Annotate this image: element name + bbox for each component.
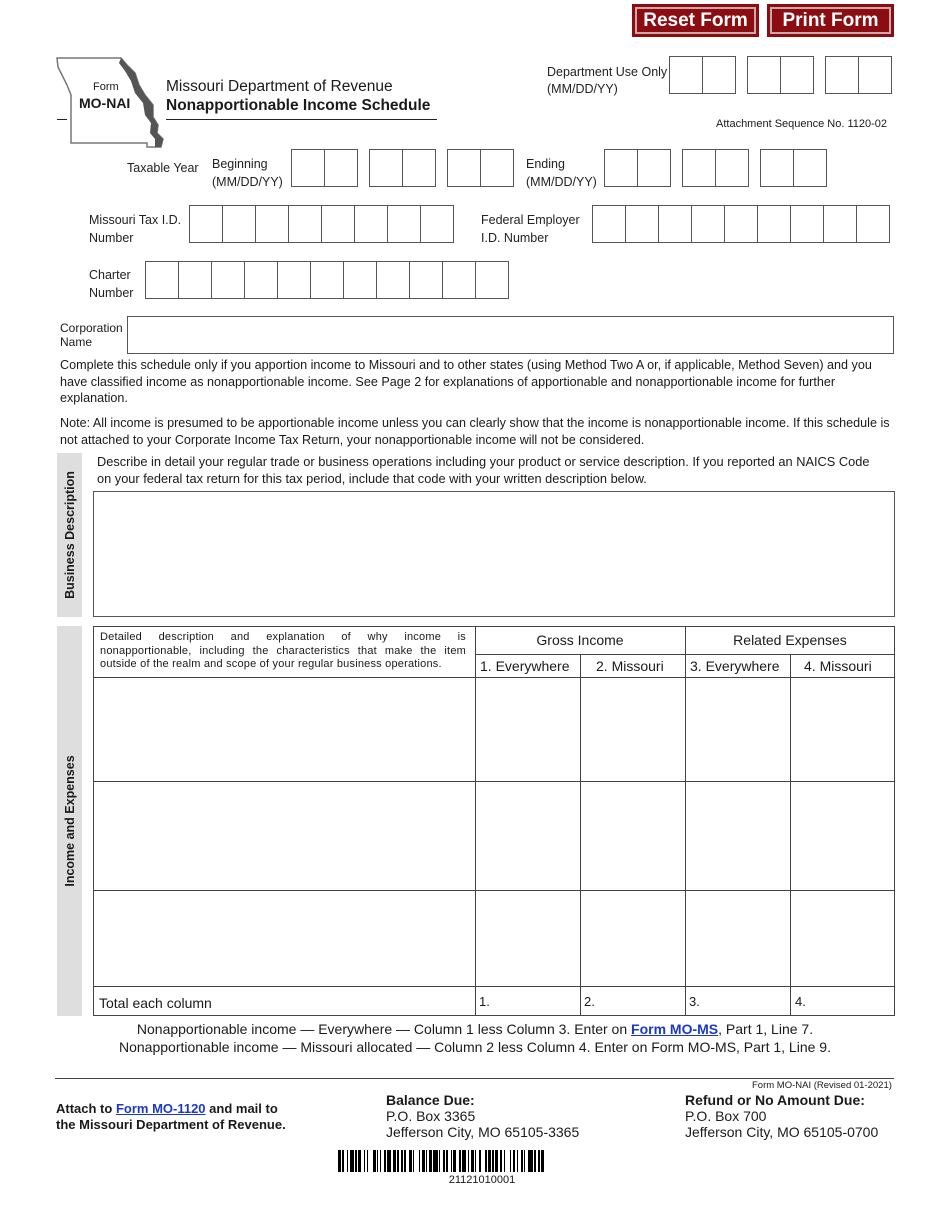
agency-name: Missouri Department of Revenue	[166, 78, 393, 95]
total-col4-label: 4.	[795, 994, 806, 1009]
charter-number-input[interactable]	[146, 261, 509, 299]
row-3-col2-input[interactable]	[581, 891, 684, 985]
ending-month-input[interactable]	[605, 149, 671, 187]
revision-label: Form MO-NAI (Revised 01-2021)	[752, 1080, 892, 1091]
col-missouri-expenses: 4. Missouri	[804, 658, 872, 674]
barcode-number: 21121010001	[448, 1174, 516, 1186]
income-expenses-side-label: Income and Expenses	[62, 755, 77, 887]
beginning-month-input[interactable]	[292, 149, 358, 187]
barcode-icon	[338, 1150, 626, 1172]
row-1-col2-input[interactable]	[581, 678, 684, 780]
business-description-textarea[interactable]	[93, 491, 895, 617]
col-everywhere-expenses: 3. Everywhere	[690, 658, 780, 674]
attachment-sequence: Attachment Sequence No. 1120-02	[716, 118, 888, 130]
row-2-col3-input[interactable]	[686, 782, 789, 889]
total-col3-input[interactable]	[704, 987, 789, 1015]
mo-tax-id-label: Missouri Tax I.D.	[89, 213, 182, 227]
row-1-col4-input[interactable]	[791, 678, 894, 780]
refund-address: Refund or No Amount Due: P.O. Box 700 Jefferson City, MO 65105-0700	[685, 1092, 879, 1140]
ending-year-input[interactable]	[761, 149, 827, 187]
row-3-col1-input[interactable]	[476, 891, 579, 985]
page-title: Nonapportionable Income Schedule	[166, 97, 431, 114]
dept-use-format: (MM/DD/YY)	[547, 82, 618, 96]
balance-due-address: Balance Due: P.O. Box 3365 Jefferson City, MO 65105-3365	[386, 1092, 580, 1140]
row-2-col4-input[interactable]	[791, 782, 894, 889]
ending-label: Ending	[526, 157, 565, 171]
taxable-year-label: Taxable Year	[127, 161, 199, 175]
row-2-col1-input[interactable]	[476, 782, 579, 889]
total-col4-input[interactable]	[809, 987, 894, 1015]
ending-day-input[interactable]	[683, 149, 749, 187]
footer-rule	[55, 1078, 894, 1079]
business-description-side-label: Business Description	[62, 471, 77, 599]
fein-input[interactable]	[593, 205, 890, 243]
attach-instructions: Attach to Form MO-1120 and mail to the Missouri Department of Revenue.	[56, 1101, 286, 1132]
charter-label-2: Number	[89, 286, 134, 300]
total-col2-label: 2.	[584, 994, 595, 1009]
col-everywhere-income: 1. Everywhere	[480, 658, 570, 674]
charter-label: Charter	[89, 268, 131, 282]
row-1-description-input[interactable]	[94, 678, 474, 780]
col-missouri-income: 2. Missouri	[596, 658, 664, 674]
note-line-2: Nonapportionable income — Missouri allocated — Column 2 less Column 4. Enter on Form MO-MS, Part 1, Line 9.	[119, 1039, 831, 1055]
corporation-name-input[interactable]	[127, 316, 894, 354]
mo-tax-id-label-2: Number	[89, 231, 134, 245]
total-col2-input[interactable]	[599, 987, 684, 1015]
form-id: MO-NAI	[79, 95, 131, 111]
form-mo-1120-link[interactable]: Form MO-1120	[115, 1101, 206, 1116]
dept-use-year[interactable]	[826, 56, 892, 94]
form-mo-ms-link[interactable]: Form MO-MS	[631, 1021, 719, 1037]
fein-label-2: I.D. Number	[481, 231, 549, 245]
total-label: Total each column	[99, 995, 212, 1011]
beginning-label: Beginning	[212, 157, 268, 171]
row-1-col3-input[interactable]	[686, 678, 789, 780]
related-expenses-header: Related Expenses	[733, 632, 847, 648]
gross-income-header: Gross Income	[536, 632, 624, 648]
note-line-1: Nonapportionable income — Everywhere — Column 1 less Column 3. Enter on Form MO-MS, Part 1, Line 7.	[136, 1021, 814, 1037]
total-col1-input[interactable]	[494, 987, 579, 1015]
note-paragraph: Note: All income is presumed to be apportionable income unless you can clearly show that the income is nonapportionable income. If this schedule is not attached to your Corporate Income Tax Return, your nonapportionable income will not be considered.	[60, 416, 890, 447]
form-word: Form	[93, 81, 119, 93]
beginning-year-input[interactable]	[448, 149, 514, 187]
row-2-description-input[interactable]	[94, 782, 474, 889]
corporation-name-label: Corporation Name	[60, 321, 123, 349]
row-3-col4-input[interactable]	[791, 891, 894, 985]
instructions-paragraph: Complete this schedule only if you apportion income to Missouri and to other states (using Method Two A or, if applicable, Method Seven) and you have classified income as nonapportionable income. See Page 2 for explanations of apportionable and nonapportionable income for further explanation.	[60, 358, 872, 405]
ending-format: (MM/DD/YY)	[526, 175, 597, 189]
row-2-col2-input[interactable]	[581, 782, 684, 889]
beginning-day-input[interactable]	[370, 149, 436, 187]
fein-label: Federal Employer	[481, 213, 580, 227]
dept-use-month[interactable]	[670, 56, 736, 94]
print-form-button[interactable]: Print Form	[767, 4, 894, 37]
income-expenses-sidebar	[57, 626, 82, 1016]
dept-use-label: Department Use Only	[547, 65, 668, 79]
row-3-description-input[interactable]	[94, 891, 474, 985]
description-column-header: Detailed description and explanation of why income is nonapportionable, including the characteristics that make the item outside of the realm and scope of your regular business operations.	[100, 631, 466, 670]
beginning-format: (MM/DD/YY)	[212, 175, 283, 189]
total-col3-label: 3.	[689, 994, 700, 1009]
reset-form-button[interactable]: Reset Form	[632, 4, 759, 37]
business-description-sidebar	[57, 453, 82, 617]
row-1-col1-input[interactable]	[476, 678, 579, 780]
header-split-line	[475, 654, 895, 655]
title-underline	[166, 119, 437, 120]
mo-tax-id-input[interactable]	[190, 205, 454, 243]
row-3-col3-input[interactable]	[686, 891, 789, 985]
divider-tick	[57, 119, 67, 120]
business-description-instructions: Describe in detail your regular trade or business operations including your product or service description. If you reported an NAICS Code on your federal tax return for this tax period, include that code with your written description below.	[97, 454, 870, 486]
total-col1-label: 1.	[479, 994, 490, 1009]
dept-use-day[interactable]	[748, 56, 814, 94]
